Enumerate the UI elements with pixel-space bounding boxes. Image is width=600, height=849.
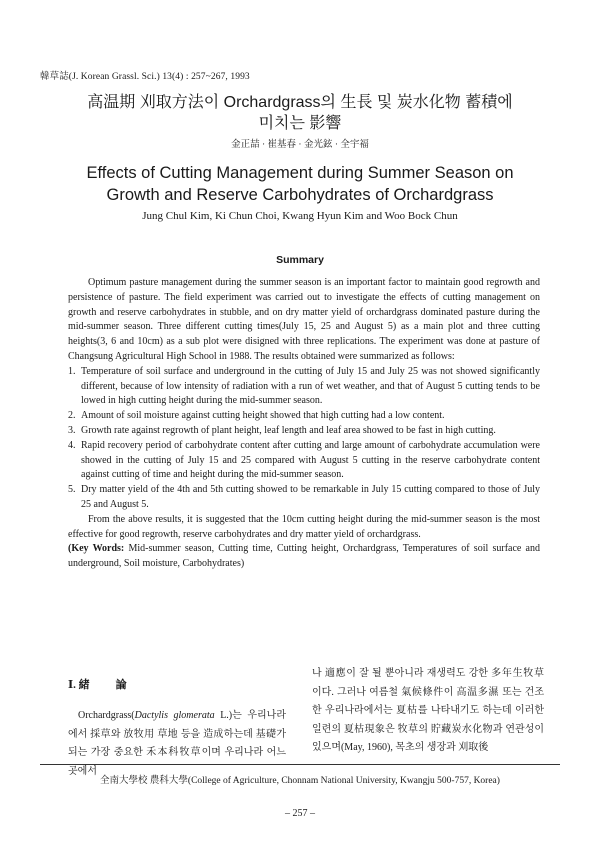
english-title-line-1: Effects of Cutting Management during Summer Season on — [86, 164, 514, 182]
journal-reference: 韓草誌(J. Korean Grassl. Sci.) 13(4) : 257~267, 1993 — [40, 72, 250, 82]
introduction-right-column — [312, 665, 544, 758]
result-item-text: Amount of soil moisture against cutting height showed that high cutting had a low content. — [81, 410, 445, 422]
result-item — [68, 424, 540, 439]
introduction-right-paragraph: 나 適應이 잘 될 뿐아니라 재생력도 강한 多年生牧草이다. 그러나 여름철 氣候條件이 高温多濕 또는 건조한 우리나라에서는 夏枯를 나타내기도 하는데 이러한 일련의 夏枯現象은 牧草의 貯藏炭水化物과 연관성이 있으며(May, 1960), 목초의 생장과 刈取後 — [312, 668, 544, 753]
keywords-text: Mid-summer season, Cutting time, Cutting height, Orchardgrass, Temperatures of soil surface and underground, Soil moisture, Carbohydrates) — [68, 543, 540, 570]
english-title-line-2: Growth and Reserve Carbohydrates of Orchardgrass — [106, 186, 494, 204]
result-item-number: 2. — [68, 410, 76, 422]
result-item-text: Temperature of soil surface and underground in the cutting of July 15 and July 25 was not showed significantly different, because of low intensity of radiation with a run of wet weather, and that of August 5 cutting tends to be lowed in high cutting height during the mid-summer season. — [81, 365, 540, 407]
keywords-label: (Key Words: — [68, 543, 125, 555]
summary-conclusion: From the above results, it is suggested that the 10cm cutting height during the mid-summer season is the most effective for good regrowth, reserve carbohydrates and dry matter yield of orchardgrass. — [68, 513, 540, 540]
result-item — [68, 409, 540, 424]
result-item-text: Dry matter yield of the 4th and 5th cutting showed to be remarkable in July 15 cutting compared to those of July 25 and August 5. — [81, 484, 540, 510]
result-item-text: Rapid recovery period of carbohydrate content after cutting and large amount of carbohydrate accumulation were showed in the cutting of July 15 and 25 compared with August 5 cutting in the reserve carbohydrate content against cutting of time and height during the mid-summer season. — [81, 439, 540, 481]
footnote-divider — [40, 764, 560, 765]
page-number: – 257 – — [285, 808, 315, 819]
keywords — [68, 542, 540, 572]
summary-paragraph: Optimum pasture management during the summer season is an important factor to maintain good regrowth and persistence of pasture. The field experiment was carried out to investigate the effects of cutting management on growth and reserve carbohydrates in stubble, and on dry matter yield of orchardgrass dominated pasture during the mid-summer season. Three different cutting times(July 15, 25 and August 5) as a main plot and three cutting heights(3, 6 and 10cm) as a sub plot were disigned with three replications. The experiment was done at pasture of Changsung Agricultural High School in 1988. The results obtained were summarized as follows: — [68, 277, 540, 362]
result-item — [68, 483, 540, 513]
korean-title-line-2: 미치는 影響 — [258, 115, 342, 132]
result-item-number: 3. — [68, 424, 76, 436]
result-item-number: 4. — [68, 439, 76, 451]
introduction-left-column — [68, 707, 286, 781]
species-scientific-name: Dactylis glomerata — [134, 710, 215, 721]
korean-title-line-1: 高温期 刈取方法이 Orchardgrass의 生長 및 炭水化物 蓄積에 — [87, 94, 513, 111]
introduction-heading-word: 論 — [115, 679, 127, 691]
introduction-left-text: L.)는 우리나라에서 採草와 放牧用 草地 등을 造成하는데 基礎가 되는 가장 중요한 禾本科牧草이며 우리나라 어느 곳에서 — [68, 710, 286, 777]
result-item-number: 1. — [68, 365, 76, 377]
result-item-text: Growth rate against regrowth of plant height, leaf length and leaf area showed to be fast in high cutting. — [81, 424, 496, 436]
result-item-number: 5. — [68, 484, 76, 496]
introduction-heading-number: Ⅰ. 緒 — [68, 679, 90, 691]
author-affiliation: 全南大學校 農科大學(College of Agriculture, Chonnam National University, Kwangju 500-757, Korea) — [100, 776, 500, 786]
introduction-heading — [68, 676, 127, 692]
introduction-left-paragraph — [68, 707, 286, 781]
species-common-name: Orchardgrass( — [78, 710, 135, 721]
english-authors: Jung Chul Kim, Ki Chun Choi, Kwang Hyun Kim and Woo Bock Chun — [142, 210, 458, 222]
korean-authors: 金正喆 · 崔基春 · 金光鉉 · 全宇福 — [231, 140, 369, 150]
result-item — [68, 439, 540, 483]
result-item — [68, 365, 540, 409]
summary-body — [68, 276, 540, 572]
summary-heading: Summary — [276, 254, 324, 266]
